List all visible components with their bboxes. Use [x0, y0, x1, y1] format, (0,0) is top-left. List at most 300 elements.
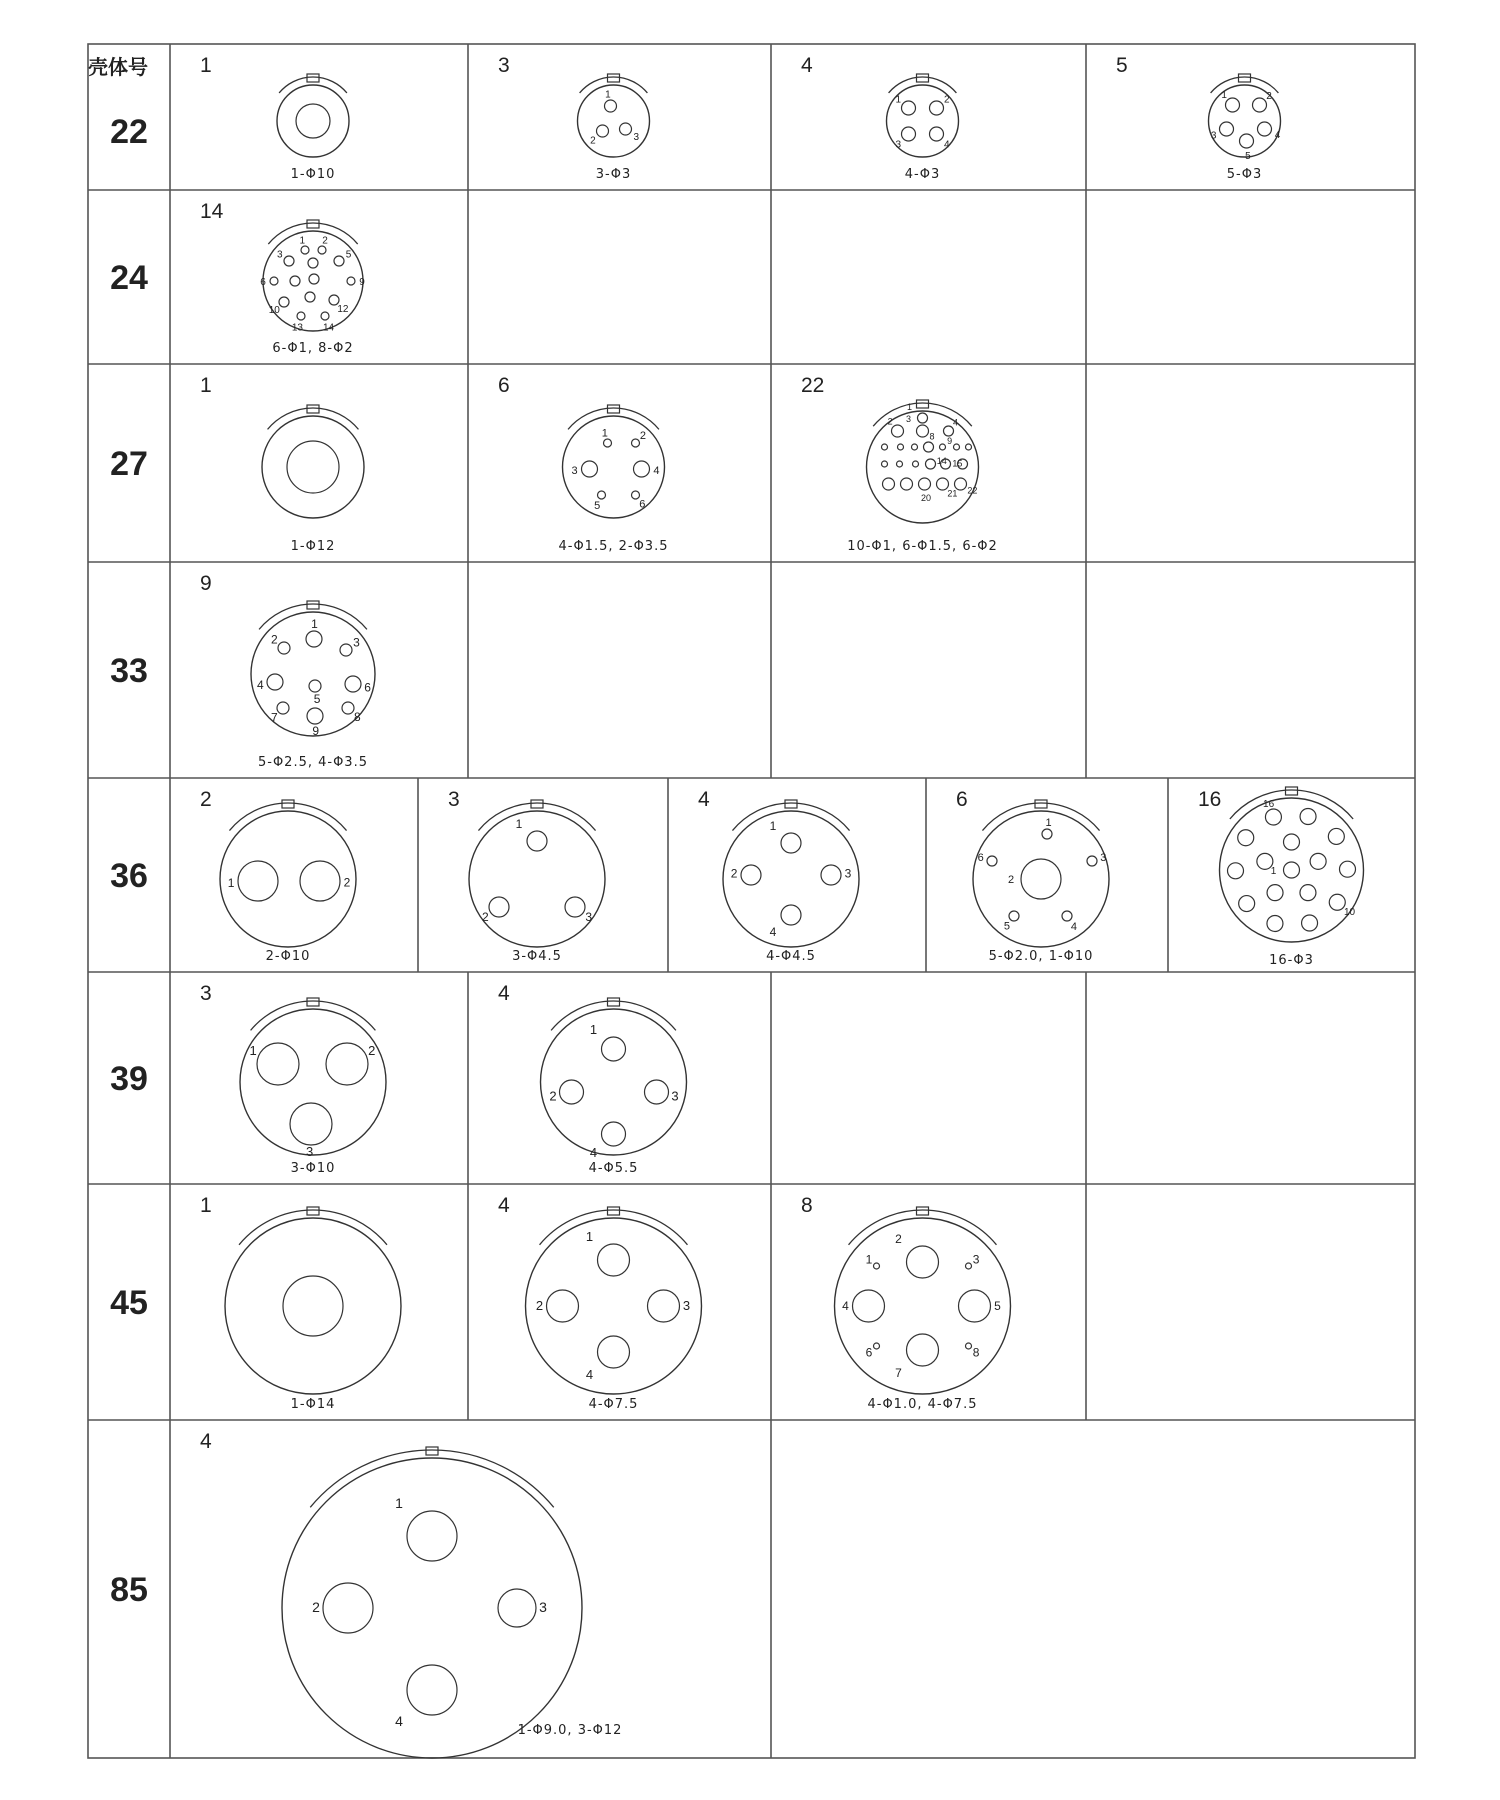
shell-size-label: 85	[110, 1571, 148, 1609]
pin-spec-label: 5-Φ3	[1226, 167, 1263, 182]
pin-number: 3	[844, 866, 852, 881]
pin-hole	[308, 258, 318, 268]
pin-spec-label: 10-Φ1, 6-Φ1.5, 6-Φ2	[847, 539, 998, 554]
pin-count-label: 4	[498, 1194, 510, 1217]
pin-hole	[1300, 809, 1316, 825]
pin-hole	[318, 246, 326, 254]
shell-size-label: 33	[110, 652, 148, 690]
pin-number: 13	[291, 322, 303, 334]
connector-drawings	[200, 54, 1364, 1758]
pin-hole	[560, 1080, 584, 1104]
pin-number: 8	[929, 431, 935, 442]
pin-number: 3	[539, 1599, 547, 1615]
pin-hole	[1267, 915, 1283, 931]
pin-hole	[489, 897, 509, 917]
pin-hole	[287, 441, 339, 493]
shell-outline	[578, 85, 650, 157]
key-tab	[608, 998, 620, 1006]
key-tab	[307, 74, 319, 82]
pin-hole	[1062, 911, 1072, 921]
pin-hole	[321, 312, 329, 320]
connector-cell	[200, 982, 386, 1176]
shell-outline	[973, 811, 1109, 947]
pin-hole	[334, 256, 344, 266]
pin-number: 6	[639, 498, 646, 511]
pin-count-label: 1	[200, 1194, 212, 1217]
pin-hole	[1257, 853, 1273, 869]
pin-hole	[944, 426, 954, 436]
pin-number: 2	[1266, 90, 1272, 102]
pin-spec-label: 3-Φ10	[290, 1161, 336, 1176]
shell-size-label: 39	[110, 1060, 148, 1098]
connector-drawing	[867, 400, 979, 523]
pin-hole	[238, 861, 278, 901]
pin-number: 2	[343, 875, 351, 890]
pin-count-label: 14	[200, 200, 224, 223]
keyway-arc	[568, 408, 659, 429]
table-border	[88, 44, 1415, 1758]
key-tab	[608, 74, 620, 82]
pin-hole	[1253, 98, 1267, 112]
pin-count-label: 9	[200, 572, 212, 595]
pin-hole	[987, 856, 997, 866]
pin-number: 16	[1263, 798, 1275, 810]
connector-drawing	[563, 405, 665, 518]
pin-hole	[902, 101, 916, 115]
pin-number: 2	[887, 416, 893, 427]
connector-cell	[1116, 54, 1281, 182]
pin-number: 3	[633, 132, 640, 144]
connector-drawing	[262, 405, 364, 518]
pin-hole	[296, 104, 330, 138]
connector-drawing	[1209, 74, 1281, 162]
pin-hole	[907, 1246, 939, 1278]
pin-number: 2	[322, 235, 328, 247]
pin-number: 3	[1100, 852, 1107, 865]
pin-number: 10	[268, 305, 280, 317]
pin-hole	[1300, 885, 1316, 901]
connector-cell	[498, 982, 687, 1176]
pin-number: 14	[323, 322, 335, 334]
pin-hole	[924, 442, 934, 452]
connector-cell	[956, 788, 1109, 964]
connector-drawing	[220, 800, 356, 947]
pin-hole	[821, 865, 841, 885]
pin-number: 1	[906, 402, 913, 412]
pin-count-label: 3	[448, 788, 460, 811]
pin-hole	[1265, 809, 1281, 825]
pin-hole	[279, 297, 289, 307]
connector-cell	[801, 54, 959, 182]
pin-count-label: 16	[1198, 788, 1222, 811]
pin-number: 3	[905, 414, 912, 424]
pin-hole	[602, 1037, 626, 1061]
pin-number: 9	[312, 723, 320, 738]
key-tab	[917, 1207, 929, 1215]
pin-hole	[874, 1343, 880, 1349]
shell-size-label: 45	[110, 1284, 148, 1322]
pin-number: 14	[936, 455, 947, 466]
key-tab	[1239, 74, 1251, 82]
shell-outline	[277, 85, 349, 157]
pin-number: 4	[1070, 920, 1077, 933]
pin-number: 2	[481, 910, 489, 925]
pin-number: 1	[589, 1022, 598, 1037]
pin-hole	[307, 708, 323, 724]
shell-outline	[225, 1218, 401, 1394]
pin-number: 8	[353, 710, 361, 725]
shell-outline	[262, 416, 364, 518]
pin-hole	[257, 1043, 299, 1085]
pin-spec-label: 4-Φ5.5	[588, 1161, 639, 1176]
pin-number: 1	[1221, 89, 1227, 101]
pin-hole	[907, 1334, 939, 1366]
pin-spec-label: 4-Φ7.5	[588, 1397, 639, 1412]
connector-cell	[200, 788, 356, 964]
shell-size-label: 22	[110, 113, 148, 151]
pin-hole	[1284, 834, 1300, 850]
pin-hole	[270, 277, 278, 285]
pin-hole	[897, 461, 903, 467]
connector-cell	[801, 374, 998, 554]
pin-number: 1	[395, 1495, 403, 1511]
connector-cell	[498, 54, 650, 182]
connector-cell	[448, 788, 605, 964]
pin-spec-label: 4-Φ1.0, 4-Φ7.5	[867, 1397, 978, 1412]
pin-hole	[597, 125, 609, 137]
pin-hole	[290, 276, 300, 286]
pin-hole	[882, 444, 888, 450]
key-tab	[307, 220, 319, 228]
key-tab	[426, 1447, 438, 1455]
pin-number: 2	[590, 135, 596, 147]
pin-hole	[959, 1290, 991, 1322]
pin-number: 3	[671, 1088, 679, 1104]
connector-cell	[200, 572, 375, 770]
pin-hole	[407, 1511, 457, 1561]
connector-cell	[698, 788, 859, 964]
pin-hole	[1220, 122, 1234, 136]
pin-hole	[283, 1276, 343, 1336]
pin-spec-label: 5-Φ2.0, 1-Φ10	[988, 949, 1094, 964]
pin-hole	[620, 123, 632, 135]
pin-spec-label: 1-Φ10	[290, 167, 336, 182]
shell-size-label: 24	[110, 259, 148, 297]
pin-hole	[278, 642, 290, 654]
pin-number: 6	[260, 277, 266, 288]
pin-spec-label: 1-Φ9.0, 3-Φ12	[517, 1723, 623, 1738]
connector-cell	[200, 200, 365, 356]
pin-number: 1	[865, 1252, 873, 1267]
pin-number: 2	[639, 429, 646, 442]
pin-hole	[913, 461, 919, 467]
pin-hole	[926, 459, 936, 469]
pin-hole	[1087, 856, 1097, 866]
key-tab	[307, 1207, 319, 1215]
pin-hole	[918, 413, 928, 423]
pin-number: 3	[571, 465, 578, 478]
pin-count-label: 4	[698, 788, 710, 811]
pin-number: 4	[953, 417, 959, 428]
pin-spec-label: 5-Φ2.5, 4-Φ3.5	[257, 755, 369, 770]
pin-hole	[882, 461, 888, 467]
pin-number: 7	[271, 710, 278, 725]
pin-hole	[605, 100, 617, 112]
pin-spec-label: 1-Φ14	[290, 1397, 336, 1412]
pin-count-label: 1	[200, 54, 212, 77]
pin-hole	[598, 1336, 630, 1368]
pin-hole	[1009, 911, 1019, 921]
pin-spec-label: 3-Φ3	[595, 167, 632, 182]
connector-drawing	[225, 1207, 401, 1394]
pin-hole	[1239, 896, 1255, 912]
pin-hole	[582, 461, 598, 477]
pin-hole	[1284, 862, 1300, 878]
pin-hole	[955, 478, 967, 490]
keyway-arc	[478, 803, 595, 831]
pin-hole	[1302, 915, 1318, 931]
pin-count-label: 4	[801, 54, 813, 77]
pin-number: 5	[1245, 150, 1251, 162]
pin-hole	[277, 702, 289, 714]
pin-count-label: 4	[498, 982, 510, 1005]
pin-number: 4	[589, 1145, 598, 1160]
pin-hole	[781, 833, 801, 853]
pin-hole	[565, 897, 585, 917]
pin-count-label: 22	[801, 374, 825, 397]
key-tab	[917, 74, 929, 82]
pin-hole	[284, 256, 294, 266]
pin-count-label: 6	[498, 374, 510, 397]
keyway-arc	[229, 803, 346, 831]
key-tab	[307, 998, 319, 1006]
pin-count-label: 3	[200, 982, 212, 1005]
pin-number: 8	[972, 1345, 980, 1360]
pin-number: 7	[895, 1366, 902, 1380]
pin-number: 2	[535, 1298, 544, 1313]
pin-number: 21	[947, 488, 958, 499]
pin-number: 2	[895, 1232, 902, 1246]
pin-hole	[1021, 859, 1061, 899]
connector-drawing	[578, 74, 650, 157]
pin-number: 3	[306, 1143, 314, 1159]
connector-drawing	[723, 800, 859, 947]
pin-hole	[309, 680, 321, 692]
connector-cell	[200, 54, 349, 182]
pin-number: 3	[353, 635, 360, 650]
pin-hole	[1339, 861, 1355, 877]
pin-hole	[527, 831, 547, 851]
pin-number: 5	[345, 249, 352, 261]
pin-number: 1	[605, 89, 611, 101]
pin-hole	[300, 861, 340, 901]
pin-hole	[1310, 853, 1326, 869]
pin-number: 6	[977, 851, 984, 864]
pin-number: 15	[952, 458, 963, 469]
pin-number: 1	[585, 1229, 594, 1244]
connector-drawing	[1220, 787, 1364, 942]
pin-hole	[966, 1263, 972, 1269]
pin-number: 1	[515, 817, 523, 831]
pin-number: 4	[256, 678, 264, 693]
connector-cell	[801, 1194, 1011, 1412]
pin-number: 3	[585, 910, 593, 925]
connector-drawing	[282, 1447, 582, 1758]
key-tab	[1286, 787, 1298, 795]
shell-outline	[723, 811, 859, 947]
pin-hole	[290, 1103, 332, 1145]
pin-number: 5	[594, 500, 601, 513]
pin-count-label: 6	[956, 788, 968, 811]
pin-count-label: 3	[498, 54, 510, 77]
shell-outline	[282, 1458, 582, 1758]
pin-hole	[306, 631, 322, 647]
pin-hole	[898, 444, 904, 450]
pin-hole	[892, 425, 904, 437]
connector-drawing	[260, 220, 365, 333]
table-labels	[88, 55, 148, 1609]
pin-hole	[902, 127, 916, 141]
pin-hole	[901, 478, 913, 490]
pin-hole	[1258, 122, 1272, 136]
pin-number: 12	[337, 304, 349, 316]
pin-number: 1	[249, 1043, 257, 1059]
pin-hole	[547, 1290, 579, 1322]
pin-count-label: 1	[200, 374, 212, 397]
shell-outline	[1220, 798, 1364, 942]
pin-number: 3	[895, 139, 902, 151]
key-tab	[608, 1207, 620, 1215]
pin-number: 5	[313, 691, 321, 706]
pin-count-label: 8	[801, 1194, 813, 1217]
connector-cell	[498, 374, 669, 554]
pin-number: 4	[395, 1713, 403, 1729]
pin-hole	[309, 274, 319, 284]
connector-drawing	[835, 1207, 1011, 1394]
connector-cell	[200, 374, 364, 554]
pin-hole	[604, 439, 612, 447]
pin-hole	[917, 425, 929, 437]
pin-hole	[648, 1290, 680, 1322]
pin-hole	[598, 491, 606, 499]
pin-hole	[632, 439, 640, 447]
pin-hole	[301, 246, 309, 254]
pin-hole	[853, 1290, 885, 1322]
pin-spec-label: 2-Φ10	[265, 949, 311, 964]
pin-hole	[940, 444, 946, 450]
shell-outline	[835, 1218, 1011, 1394]
pin-hole	[966, 1343, 972, 1349]
pin-hole	[1042, 829, 1052, 839]
pin-hole	[930, 101, 944, 115]
pin-hole	[498, 1589, 536, 1627]
pin-number: 2	[368, 1042, 376, 1058]
pin-count-label: 5	[1116, 54, 1128, 77]
pin-number: 6	[364, 680, 371, 695]
pin-hole	[1240, 134, 1254, 148]
connector-cell	[498, 1194, 702, 1412]
pin-number: 1	[895, 94, 902, 106]
pin-number: 3	[682, 1298, 691, 1313]
pin-number: 5	[1003, 920, 1010, 933]
pin-hole	[781, 905, 801, 925]
pin-number: 2	[270, 632, 278, 647]
connector-cell	[200, 1430, 622, 1758]
pin-number: 22	[967, 485, 978, 496]
pin-number: 4	[1274, 130, 1281, 142]
pin-hole	[323, 1583, 373, 1633]
pin-spec-label: 4-Φ4.5	[766, 949, 816, 964]
pin-number: 9	[947, 435, 953, 446]
pin-hole	[347, 277, 355, 285]
shell-outline	[220, 811, 356, 947]
pin-number: 4	[585, 1367, 594, 1382]
key-tab	[608, 405, 620, 413]
connector-drawing	[277, 74, 349, 157]
pin-hole	[1329, 894, 1345, 910]
connector-drawing	[973, 800, 1109, 947]
connector-drawing	[887, 74, 959, 157]
keyway-arc	[268, 408, 359, 429]
header-label: 壳体号	[88, 55, 148, 79]
pin-hole	[634, 461, 650, 477]
shell-outline	[541, 1009, 687, 1155]
keyway-arc	[732, 803, 849, 831]
key-tab	[531, 800, 543, 808]
pin-hole	[297, 312, 305, 320]
pin-hole	[919, 478, 931, 490]
pin-hole	[954, 444, 960, 450]
pin-hole	[741, 865, 761, 885]
shell-size-label: 27	[110, 445, 148, 483]
pin-number: 1	[1045, 817, 1052, 830]
connector-drawing	[526, 1207, 702, 1394]
pin-spec-label: 3-Φ4.5	[512, 949, 562, 964]
pin-number: 2	[943, 94, 950, 106]
pin-number: 4	[842, 1299, 849, 1313]
pin-hole	[326, 1043, 368, 1085]
pin-spec-label: 1-Φ12	[290, 539, 336, 554]
key-tab	[282, 800, 294, 808]
pin-hole	[874, 1263, 880, 1269]
pin-number: 3	[972, 1252, 980, 1267]
pin-spec-label: 6-Φ1, 8-Φ2	[272, 341, 354, 356]
connector-drawing	[469, 800, 605, 947]
pin-number: 10	[1343, 906, 1356, 918]
connector-cell	[1198, 787, 1364, 968]
pin-number: 3	[277, 249, 283, 261]
pin-hole	[407, 1665, 457, 1715]
key-tab	[785, 800, 797, 808]
connector-drawing	[240, 998, 386, 1159]
pin-hole	[598, 1244, 630, 1276]
pin-number: 1	[311, 617, 318, 632]
pin-spec-label: 16-Φ3	[1269, 953, 1314, 968]
pin-number: 4	[653, 465, 660, 478]
pin-number: 1	[601, 427, 608, 440]
pin-number: 4	[769, 925, 777, 939]
pin-hole	[267, 674, 283, 690]
keyway-arc	[982, 803, 1099, 831]
pin-hole	[1238, 830, 1254, 846]
key-tab	[307, 601, 319, 609]
connector-drawing	[251, 601, 375, 738]
table-grid	[88, 44, 1415, 1758]
pin-number: 1	[769, 819, 777, 833]
pin-hole	[1328, 828, 1344, 844]
pin-hole	[912, 444, 918, 450]
pin-number: 2	[549, 1088, 557, 1104]
